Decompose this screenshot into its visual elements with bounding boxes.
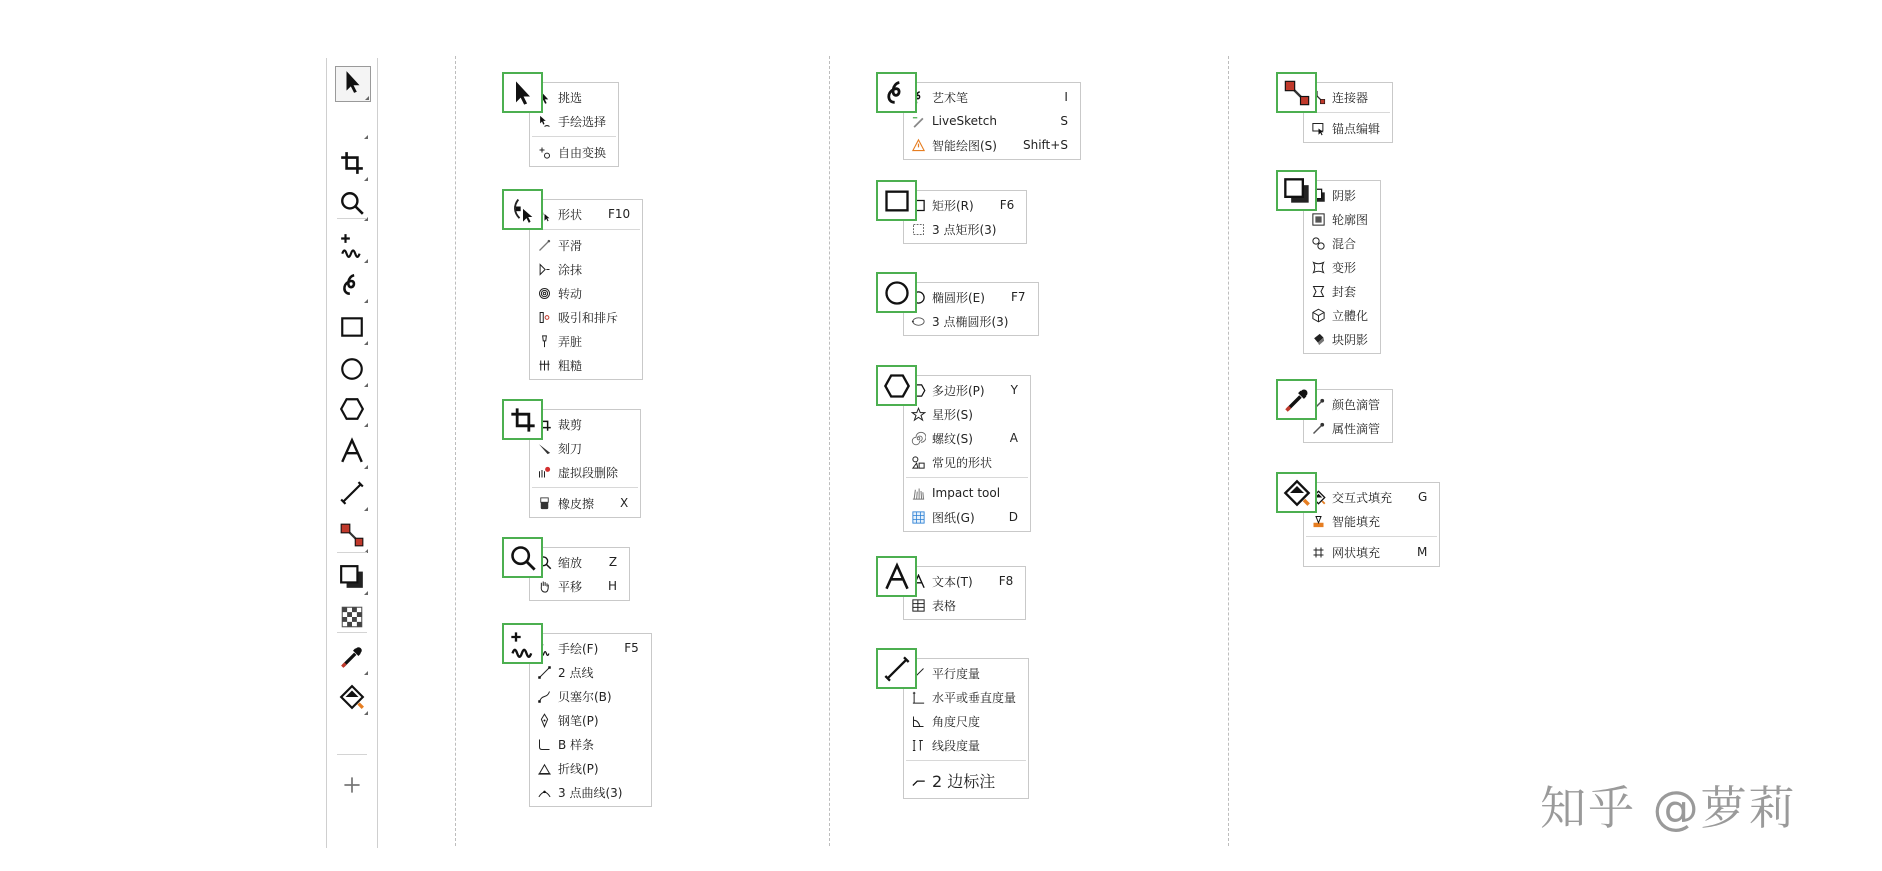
menu-item[interactable]: [530, 780, 651, 804]
menu-item-label: 手绘选择: [558, 114, 607, 129]
block-shadow-icon: [1304, 332, 1332, 347]
flyout-indicator: [364, 383, 368, 387]
menu-separator: [906, 760, 1026, 761]
impact-tool-icon: [904, 486, 932, 501]
flyout-indicator: [365, 96, 369, 100]
menu-item[interactable]: [530, 550, 629, 574]
zoom-icon: [339, 190, 365, 220]
artistic-media-icon[interactable]: [876, 72, 917, 113]
bezier-icon: [530, 689, 558, 704]
smart-drawing-icon: [904, 138, 932, 153]
star-icon: [904, 407, 932, 422]
menu-item-shortcut: M: [1416, 545, 1428, 559]
flyout-menu: [903, 282, 1039, 336]
flyout-menu: [903, 375, 1031, 532]
menu-item-label: 锚点编辑: [1332, 121, 1381, 136]
menu-item-label: 颜色滴管: [1332, 397, 1381, 412]
menu-item-label: Impact tool: [932, 486, 1001, 500]
menu-item-shortcut: D: [1008, 510, 1018, 524]
menu-item[interactable]: [904, 133, 1080, 157]
menu-item[interactable]: [530, 329, 642, 353]
menu-item-label: 阴影: [1332, 188, 1357, 203]
menu-item-label: 交互式填充: [1332, 490, 1393, 505]
toolbar-button-zoom[interactable]: [335, 188, 369, 222]
flyout-menu: [529, 547, 630, 601]
toolbar-button-rectangle[interactable]: [335, 312, 369, 346]
menu-item[interactable]: [904, 285, 1038, 309]
menu-item-label: 刻刀: [558, 441, 583, 456]
toolbar-button-interactive-fill[interactable]: [335, 682, 369, 716]
menu-item-shortcut: A: [1009, 431, 1018, 445]
shape-tool-icon: [339, 108, 365, 138]
pen-icon: [530, 713, 558, 728]
crop-icon: [339, 150, 365, 180]
menu-item-label: 自由变换: [558, 145, 607, 160]
ellipse-icon[interactable]: [876, 272, 917, 313]
menu-item-label: LiveSketch: [932, 114, 997, 128]
menu-item[interactable]: [530, 756, 651, 780]
transparency-icon: [339, 604, 365, 634]
two-point-line-icon: [530, 665, 558, 680]
connector-icon[interactable]: [1276, 72, 1317, 113]
menu-item-shortcut: X: [620, 496, 629, 510]
menu-item[interactable]: [904, 764, 1028, 796]
drop-shadow-icon[interactable]: [1276, 170, 1317, 211]
column-divider: [829, 56, 830, 846]
dimension-icon[interactable]: [876, 648, 917, 689]
ellipse-icon: [339, 356, 365, 386]
flyout-indicator: [364, 299, 368, 303]
two-edge-callout-icon: [904, 773, 932, 788]
toolbar-button-transparency[interactable]: [335, 602, 369, 636]
pick-arrow-icon: [340, 69, 366, 99]
menu-separator: [532, 136, 616, 137]
toolbar-button-artistic-media[interactable]: [335, 270, 369, 304]
envelope-icon: [1304, 284, 1332, 299]
flyout-menu: [529, 199, 643, 380]
menu-item-label: 钢笔(P): [558, 713, 599, 728]
menu-item[interactable]: [904, 661, 1028, 685]
toolbar-separator: [337, 552, 367, 553]
polyline-icon: [530, 761, 558, 776]
menu-item-shortcut: Z: [608, 555, 618, 569]
menu-item-label: 涂抹: [558, 262, 583, 277]
toolbar-button-add-plus[interactable]: [335, 770, 369, 804]
menu-item[interactable]: [530, 684, 651, 708]
menu-item-label: 弄脏: [558, 334, 583, 349]
flyout-menu: [903, 190, 1027, 244]
freehand-pick-icon: [530, 114, 558, 129]
menu-item-label: 智能填充: [1332, 514, 1381, 529]
flyout-indicator: [364, 507, 368, 511]
menu-item[interactable]: [530, 109, 618, 133]
menu-item[interactable]: [530, 305, 642, 329]
attract-repel-icon: [530, 310, 558, 325]
pan-hand-icon: [530, 579, 558, 594]
menu-item-label: 粗糙: [558, 358, 583, 373]
toolbar-separator: [337, 218, 367, 219]
menu-item[interactable]: [904, 481, 1030, 505]
text-icon[interactable]: [876, 556, 917, 597]
menu-item-label: 艺术笔: [932, 90, 969, 105]
flyout-indicator: [364, 711, 368, 715]
knife-icon: [530, 441, 558, 456]
menu-item-shortcut: F7: [1010, 290, 1026, 304]
menu-separator: [532, 229, 640, 230]
menu-item[interactable]: [904, 378, 1030, 402]
drop-shadow-icon: [339, 564, 365, 594]
menu-item-shortcut: I: [1064, 90, 1068, 104]
menu-item[interactable]: [904, 426, 1030, 450]
free-transform-icon: [530, 145, 558, 160]
menu-item-label: 水平或垂直度量: [932, 690, 1017, 705]
flyout-menu: [903, 658, 1029, 799]
menu-separator: [1306, 112, 1390, 113]
smart-fill-icon: [1304, 514, 1332, 529]
smudge-icon: [530, 334, 558, 349]
flyout-indicator: [364, 135, 368, 139]
menu-item[interactable]: [1304, 327, 1380, 351]
menu-item-label: 2 边标注: [932, 771, 996, 791]
virtual-segment-delete-icon: [530, 465, 558, 480]
menu-item-label: 平行度量: [932, 666, 981, 681]
livesketch-icon: [904, 114, 932, 129]
menu-item-label: 网状填充: [1332, 545, 1381, 560]
menu-item[interactable]: [530, 281, 642, 305]
shape-node-icon[interactable]: [502, 189, 543, 230]
menu-item-label: 封套: [1332, 284, 1357, 299]
menu-item-shortcut: F8: [998, 574, 1014, 588]
menu-item[interactable]: [530, 202, 642, 226]
connector-icon: [339, 522, 365, 552]
b-spline-icon: [530, 737, 558, 752]
toolbar-button-drop-shadow[interactable]: [335, 562, 369, 596]
add-plus-icon: [339, 772, 365, 802]
text-icon: [339, 438, 365, 468]
menu-item[interactable]: [904, 709, 1028, 733]
menu-item[interactable]: [904, 193, 1026, 217]
menu-item-label: 贝塞尔(B): [558, 689, 612, 704]
menu-item[interactable]: [530, 412, 640, 436]
zoom-icon[interactable]: [502, 537, 543, 578]
mesh-fill-icon: [1304, 545, 1332, 560]
smear-icon: [530, 262, 558, 277]
menu-item-label: 裁剪: [558, 417, 583, 432]
menu-item-label: 图纸(G): [932, 510, 975, 525]
menu-item[interactable]: [904, 593, 1025, 617]
three-point-curve-icon: [530, 785, 558, 800]
menu-item-label: 椭圆形(E): [932, 290, 985, 305]
menu-item-label: 多边形(P): [932, 383, 985, 398]
flyout-menu: [529, 409, 641, 518]
menu-item-label: 属性滴管: [1332, 421, 1381, 436]
menu-item[interactable]: [530, 708, 651, 732]
menu-item-label: 2 点线: [558, 665, 594, 680]
menu-item[interactable]: [530, 460, 640, 484]
menu-item[interactable]: [530, 491, 640, 515]
flyout-indicator: [364, 465, 368, 469]
menu-item-shortcut: Y: [1010, 383, 1018, 397]
menu-item[interactable]: [904, 217, 1026, 241]
flyout-indicator: [364, 177, 368, 181]
flyout-indicator: [364, 423, 368, 427]
toolbar-button-freehand[interactable]: [335, 230, 369, 264]
menu-item-label: 形状: [558, 207, 583, 222]
menu-item[interactable]: [530, 140, 618, 164]
menu-item[interactable]: [530, 732, 651, 756]
menu-item[interactable]: [1304, 231, 1380, 255]
toolbar-separator: [337, 632, 367, 633]
polygon-icon: [339, 396, 365, 426]
three-point-rectangle-icon: [904, 222, 932, 237]
menu-item-label: 3 点曲线(3): [558, 785, 623, 800]
angular-dimension-icon: [904, 714, 932, 729]
menu-item-label: 手绘(F): [558, 641, 599, 656]
menu-item-label: 挑选: [558, 90, 583, 105]
eraser-icon: [530, 496, 558, 511]
flyout-menu: [903, 566, 1026, 620]
menu-item-label: 平滑: [558, 238, 583, 253]
crop-icon[interactable]: [502, 399, 543, 440]
menu-item-shortcut: F6: [999, 198, 1015, 212]
column-divider: [455, 56, 456, 846]
common-shapes-icon: [904, 455, 932, 470]
column-divider: [1228, 56, 1229, 846]
menu-item[interactable]: [1304, 116, 1392, 140]
menu-item[interactable]: [1304, 392, 1392, 416]
menu-item-shortcut: Shift+S: [1022, 138, 1068, 152]
menu-item-label: 转动: [558, 286, 583, 301]
menu-item-label: 星形(S): [932, 407, 973, 422]
menu-item[interactable]: [530, 257, 642, 281]
menu-item-label: B 样条: [558, 737, 595, 752]
toolbar-button-crop[interactable]: [335, 148, 369, 182]
menu-item[interactable]: [530, 574, 629, 598]
menu-item-label: 3 点矩形(3): [932, 222, 997, 237]
menu-item[interactable]: [904, 309, 1038, 333]
menu-item[interactable]: [904, 685, 1028, 709]
menu-item[interactable]: [1304, 485, 1439, 509]
menu-item-label: 常见的形状: [932, 455, 993, 470]
menu-item[interactable]: [530, 233, 642, 257]
flyout-indicator: [364, 671, 368, 675]
smooth-icon: [530, 238, 558, 253]
three-point-ellipse-icon: [904, 314, 932, 329]
menu-item[interactable]: [904, 569, 1025, 593]
blend-icon: [1304, 236, 1332, 251]
menu-item[interactable]: [1304, 255, 1380, 279]
menu-separator: [532, 487, 638, 488]
menu-item-shortcut: F10: [608, 207, 631, 221]
toolbar-button-text[interactable]: [335, 436, 369, 470]
toolbox: [326, 58, 378, 848]
menu-item[interactable]: [904, 733, 1028, 757]
interactive-fill-icon[interactable]: [1276, 472, 1317, 513]
toolbar-button-polygon[interactable]: [335, 394, 369, 428]
menu-item-label: 块阴影: [1332, 332, 1369, 347]
menu-separator: [906, 477, 1028, 478]
menu-item[interactable]: [904, 85, 1080, 109]
menu-item[interactable]: [1304, 279, 1380, 303]
rectangle-icon: [339, 314, 365, 344]
distort-icon: [1304, 260, 1332, 275]
pick-arrow-icon[interactable]: [502, 72, 543, 113]
menu-item[interactable]: [904, 450, 1030, 474]
artistic-media-icon: [339, 272, 365, 302]
toolbar-button-connector[interactable]: [335, 520, 369, 554]
menu-item-label: 吸引和排斥: [558, 310, 619, 325]
menu-item-label: 智能绘图(S): [932, 138, 997, 153]
menu-item[interactable]: [530, 660, 651, 684]
menu-item-shortcut: H: [608, 579, 618, 593]
flyout-menu: [529, 633, 652, 807]
extrude-icon: [1304, 308, 1332, 323]
freehand-icon[interactable]: [502, 623, 543, 664]
menu-item-label: 平移: [558, 579, 583, 594]
menu-item-label: 3 点椭圆形(3): [932, 314, 1009, 329]
menu-item-label: 折线(P): [558, 761, 599, 776]
eyedropper-icon: [339, 644, 365, 674]
menu-item-shortcut: G: [1418, 490, 1428, 504]
flyout-menu: [1303, 482, 1440, 567]
table-icon: [904, 598, 932, 613]
toolbar-button-pick-arrow[interactable]: [335, 66, 371, 102]
toolbar-button-shape-tool[interactable]: [335, 106, 369, 140]
menu-item-label: 立體化: [1332, 308, 1369, 323]
twirl-icon: [530, 286, 558, 301]
segment-dimension-icon: [904, 738, 932, 753]
menu-item[interactable]: [1304, 416, 1392, 440]
menu-item[interactable]: [904, 109, 1080, 133]
menu-item-label: 螺纹(S): [932, 431, 973, 446]
menu-item-label: 混合: [1332, 236, 1357, 251]
menu-item-label: 连接器: [1332, 90, 1369, 105]
menu-item-label: 虚拟段删除: [558, 465, 619, 480]
menu-item-label: 角度尺度: [932, 714, 981, 729]
menu-item-label: 文本(T): [932, 574, 973, 589]
menu-item-label: 轮廓图: [1332, 212, 1369, 227]
spiral-icon: [904, 431, 932, 446]
menu-item[interactable]: [1304, 540, 1439, 564]
freehand-icon: [339, 232, 365, 262]
menu-item[interactable]: [1304, 303, 1380, 327]
flyout-menu: [903, 82, 1081, 160]
menu-item-label: 矩形(R): [932, 198, 974, 213]
hv-dimension-icon: [904, 690, 932, 705]
watermark: 知乎 @萝莉: [1540, 781, 1797, 835]
flyout-indicator: [364, 341, 368, 345]
interactive-fill-icon: [339, 684, 365, 714]
contour-icon: [1304, 212, 1332, 227]
flyout-indicator: [364, 591, 368, 595]
toolbar-button-ellipse[interactable]: [335, 354, 369, 388]
menu-item-label: 橡皮擦: [558, 496, 595, 511]
menu-item[interactable]: [904, 505, 1030, 529]
toolbar-button-dimension[interactable]: [335, 478, 369, 512]
menu-item[interactable]: [904, 402, 1030, 426]
menu-item-shortcut: F5: [624, 641, 639, 655]
toolbar-separator: [337, 754, 367, 755]
menu-item[interactable]: [530, 85, 618, 109]
menu-item[interactable]: [530, 353, 642, 377]
polygon-icon[interactable]: [876, 365, 917, 406]
anchor-edit-icon: [1304, 121, 1332, 136]
roughen-icon: [530, 358, 558, 373]
menu-item[interactable]: [1304, 509, 1439, 533]
menu-item[interactable]: [530, 636, 651, 660]
menu-item-label: 缩放: [558, 555, 583, 570]
menu-item[interactable]: [1304, 85, 1392, 109]
dimension-icon: [339, 480, 365, 510]
menu-item-label: 表格: [932, 598, 957, 613]
flyout-indicator: [364, 259, 368, 263]
attributes-eyedropper-icon: [1304, 421, 1332, 436]
menu-item-shortcut: S: [1060, 114, 1068, 128]
eyedropper-icon[interactable]: [1276, 379, 1317, 420]
menu-item-label: 变形: [1332, 260, 1357, 275]
menu-item[interactable]: [530, 436, 640, 460]
rectangle-icon[interactable]: [876, 180, 917, 221]
toolbar-button-eyedropper[interactable]: [335, 642, 369, 676]
menu-separator: [1306, 536, 1437, 537]
menu-item-label: 线段度量: [932, 738, 981, 753]
graph-paper-icon: [904, 510, 932, 525]
